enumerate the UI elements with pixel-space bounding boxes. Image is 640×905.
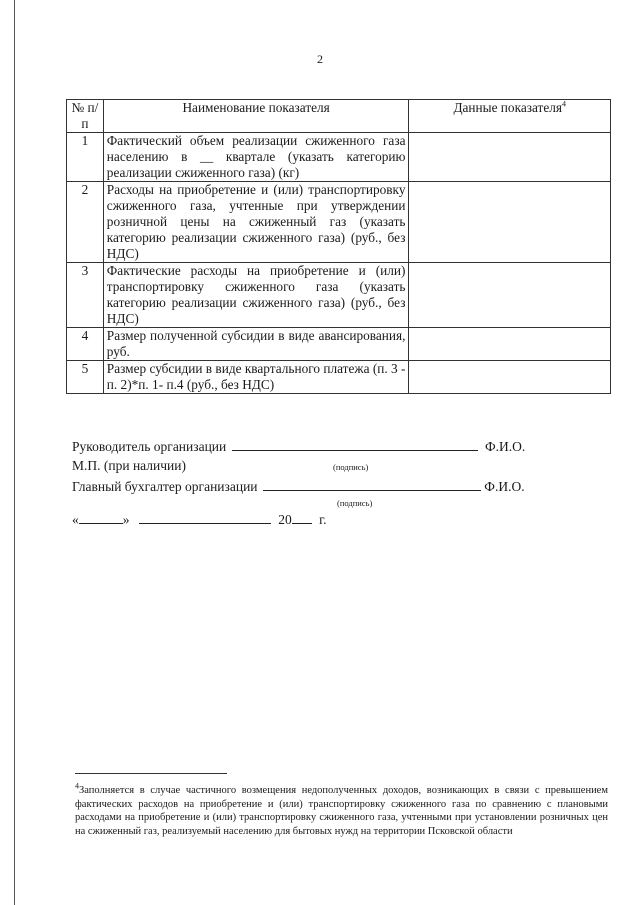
head-signature-caption: (подпись) xyxy=(333,462,369,472)
footnote-mark: 4 xyxy=(75,781,79,791)
table-row xyxy=(67,361,611,394)
date-open-quote: « xyxy=(72,512,79,527)
row-indicator-name: Размер полученной субсидии в виде авансирования, руб. xyxy=(103,328,409,361)
header-indicator-name: Наименование показателя xyxy=(103,100,409,133)
page-number: 2 xyxy=(317,52,323,66)
table-row xyxy=(67,328,611,361)
stamp-label: М.П. (при наличии) xyxy=(72,458,186,473)
accountant-signature-caption: (подпись) xyxy=(337,498,373,508)
head-fio: Ф.И.О. xyxy=(485,439,526,454)
table-header-row xyxy=(67,100,611,133)
row-indicator-value[interactable] xyxy=(409,133,611,182)
header-data-label: Данные показателя xyxy=(453,100,563,115)
row-indicator-value[interactable] xyxy=(409,361,611,394)
row-number: 3 xyxy=(67,263,104,328)
date-line xyxy=(72,511,327,528)
footnote-separator xyxy=(75,773,227,774)
page-left-rule xyxy=(14,0,15,905)
head-label: Руководитель организации xyxy=(72,439,227,454)
row-indicator-name: Фактические расходы на приобретение и (или) транспортировку сжиженного газа (указать категорию реализации сжиженного газа) (руб., без НДС) xyxy=(103,263,409,328)
row-number: 4 xyxy=(67,328,104,361)
table-row xyxy=(67,263,611,328)
header-footnote-mark: 4 xyxy=(562,99,567,109)
row-indicator-value[interactable] xyxy=(409,182,611,263)
row-number: 1 xyxy=(67,133,104,182)
table-body xyxy=(67,133,611,394)
footnote xyxy=(75,781,608,838)
header-indicator-data xyxy=(409,100,611,133)
row-indicator-value[interactable] xyxy=(409,263,611,328)
date-year-suffix: г. xyxy=(319,512,327,527)
row-indicator-value[interactable] xyxy=(409,328,611,361)
accountant-signature-line xyxy=(72,478,525,495)
accountant-signature-blank[interactable] xyxy=(263,478,481,491)
row-number: 2 xyxy=(67,182,104,263)
date-year-blank[interactable] xyxy=(292,511,312,524)
footnote-text: Заполняется в случае частичного возмещения недополученных доходов, возникающих в связи с превышением фактических расходов на приобретение и (или) транспортировку сжиженного газа по сравнению с плановыми расходами на приобретение и (или) транспортировку сжиженного газа, учтенными при установлении розничных цен на сжиженный газ, реализуемый населению для бытовых нужд на территории Псковской области xyxy=(75,785,608,837)
table-row xyxy=(67,133,611,182)
row-indicator-name: Размер субсидии в виде квартального платежа (п. 3 - п. 2)*п. 1- п.4 (руб., без НДС) xyxy=(103,361,409,394)
head-signature-blank[interactable] xyxy=(232,438,478,451)
date-month-blank[interactable] xyxy=(139,511,271,524)
row-number: 5 xyxy=(67,361,104,394)
header-num: № п/п xyxy=(67,100,104,133)
accountant-label: Главный бухгалтер организации xyxy=(72,479,258,494)
row-indicator-name: Фактический объем реализации сжиженного газа населению в __ квартале (указать категорию реализации сжиженного газа) (кг) xyxy=(103,133,409,182)
head-signature-line xyxy=(72,438,525,455)
row-indicator-name: Расходы на приобретение и (или) транспортировку сжиженного газа, учтенные при утверждении розничной цены на сжиженный газ (указать категорию реализации сжиженного газа) (руб., без НДС) xyxy=(103,182,409,263)
date-day-blank[interactable] xyxy=(79,511,123,524)
table-row xyxy=(67,182,611,263)
indicators-table xyxy=(66,99,611,394)
date-close-quote: » xyxy=(122,512,130,527)
accountant-fio: Ф.И.О. xyxy=(484,479,525,494)
date-year-prefix: 20 xyxy=(278,512,292,527)
